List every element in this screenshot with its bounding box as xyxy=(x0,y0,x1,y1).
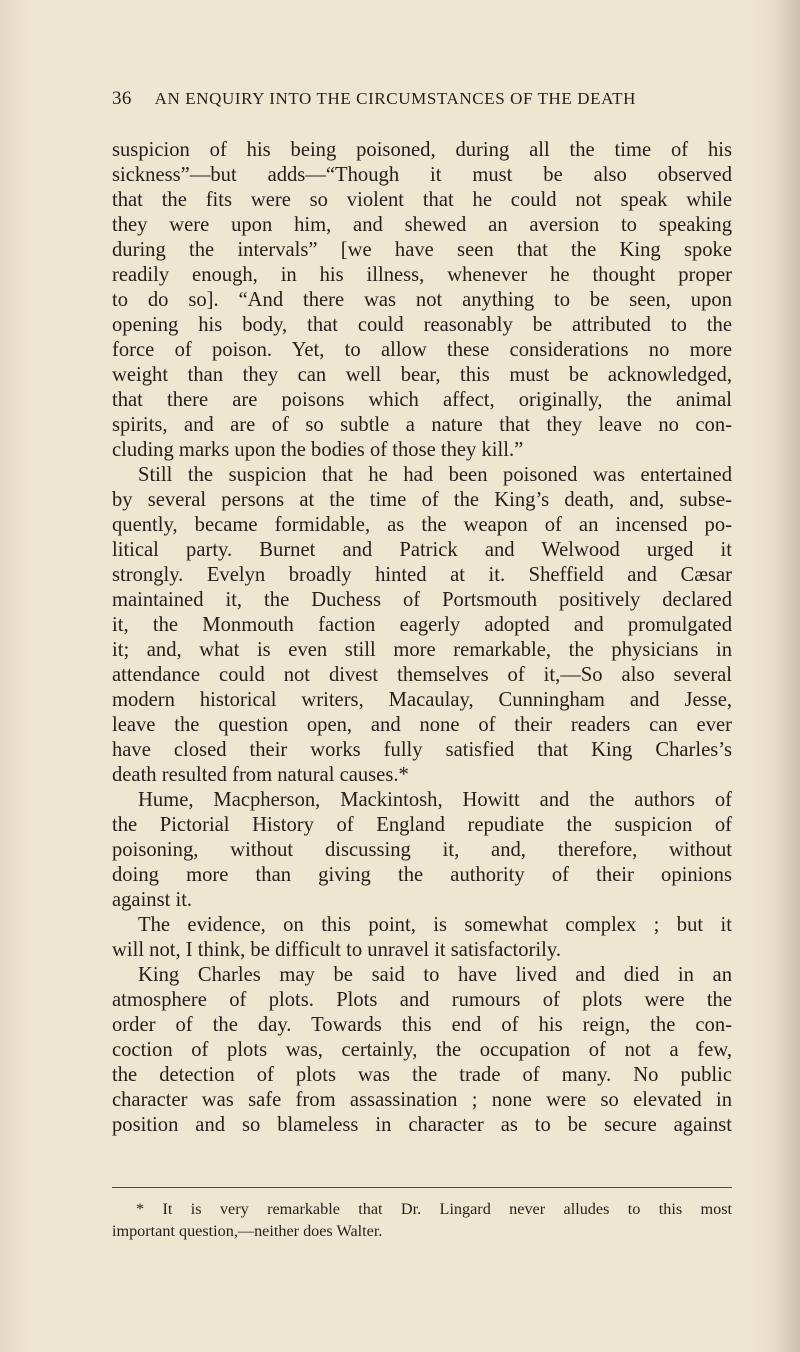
text-line: doing more than giving the authority of their opinions xyxy=(112,864,732,886)
page-number: 36 xyxy=(112,88,132,109)
text-line: attendance could not divest themselves of it,—So also several xyxy=(112,664,732,686)
text-line: during the intervals” [we have seen that the King spoke xyxy=(112,239,732,261)
text-line: poisoning, without discussing it, and, therefore, without xyxy=(112,839,732,861)
text-line: sickness”—but adds—“Though it must be also observed xyxy=(112,164,732,186)
text-line: it; and, what is even still more remarkable, the physicians in xyxy=(112,639,732,661)
text-line: spirits, and are of so subtle a nature that they leave no con- xyxy=(112,414,732,436)
body-text xyxy=(112,138,732,1138)
text-line: atmosphere of plots. Plots and rumours of plots were the xyxy=(112,989,732,1011)
footnote-rule xyxy=(112,1187,732,1188)
text-line: the detection of plots was the trade of many. No public xyxy=(112,1064,732,1086)
text-line: by several persons at the time of the King’s death, and, subse- xyxy=(112,489,732,511)
text-line: coction of plots was, certainly, the occupation of not a few, xyxy=(112,1039,732,1061)
text-line: maintained it, the Duchess of Portsmouth positively declared xyxy=(112,589,732,611)
text-line: Hume, Macpherson, Mackintosh, Howitt and the authors of xyxy=(138,789,732,811)
footnote-line: * It is very remarkable that Dr. Lingard never alludes to this most xyxy=(136,1200,732,1218)
text-line: it, the Monmouth faction eagerly adopted and promulgated xyxy=(112,614,732,636)
text-line: to do so]. “And there was not anything to be seen, upon xyxy=(112,289,732,311)
text-line: death resulted from natural causes.* xyxy=(112,764,409,786)
text-line: they were upon him, and shewed an aversion to speaking xyxy=(112,214,732,236)
footnote-line: important question,—neither does Walter. xyxy=(112,1222,383,1240)
text-line: that the fits were so violent that he could not speak while xyxy=(112,189,732,211)
text-line: quently, became formidable, as the weapon of an incensed po- xyxy=(112,514,732,536)
text-line: opening his body, that could reasonably be attributed to the xyxy=(112,314,732,336)
text-line: position and so blameless in character as to be secure against xyxy=(112,1114,732,1136)
text-line: against it. xyxy=(112,889,193,911)
text-line: order of the day. Towards this end of his reign, the con- xyxy=(112,1014,732,1036)
text-line: cluding marks upon the bodies of those they kill.” xyxy=(112,439,524,461)
text-line: suspicion of his being poisoned, during all the time of his xyxy=(112,139,732,161)
text-line: leave the question open, and none of their readers can ever xyxy=(112,714,732,736)
text-line: strongly. Evelyn broadly hinted at it. Sheffield and Cæsar xyxy=(112,564,732,586)
text-line: King Charles may be said to have lived and died in an xyxy=(138,964,732,986)
text-line: that there are poisons which affect, originally, the animal xyxy=(112,389,732,411)
text-line: litical party. Burnet and Patrick and Welwood urged it xyxy=(112,539,732,561)
text-line: will not, I think, be difficult to unravel it satisfactorily. xyxy=(112,939,561,961)
text-line: force of poison. Yet, to allow these considerations no more xyxy=(112,339,732,361)
text-line: The evidence, on this point, is somewhat complex ; but it xyxy=(138,914,732,936)
text-line: readily enough, in his illness, whenever he thought proper xyxy=(112,264,732,286)
running-head xyxy=(112,88,732,110)
text-line: character was safe from assassination ; none were so elevated in xyxy=(112,1089,732,1111)
text-line: have closed their works fully satisfied that King Charles’s xyxy=(112,739,732,761)
footnote xyxy=(112,1198,732,1242)
text-line: modern historical writers, Macaulay, Cunningham and Jesse, xyxy=(112,689,732,711)
text-line: the Pictorial History of England repudiate the suspicion of xyxy=(112,814,732,836)
text-line: weight than they can well bear, this must be acknowledged, xyxy=(112,364,732,386)
text-line: Still the suspicion that he had been poisoned was entertained xyxy=(138,464,732,486)
running-title: AN ENQUIRY INTO THE CIRCUMSTANCES OF THE DEATH xyxy=(154,89,636,108)
